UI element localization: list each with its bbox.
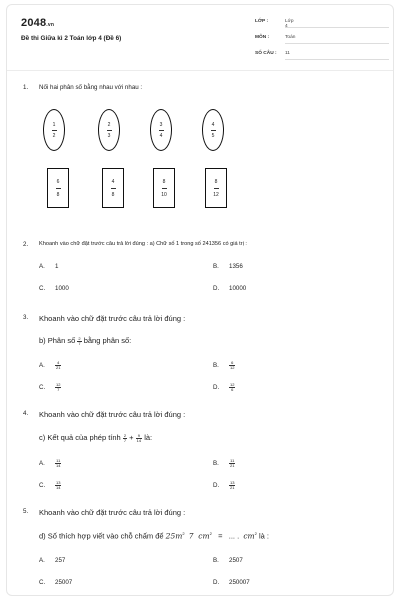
numerator: 6 (56, 179, 60, 185)
question-text: Nối hai phân số bằng nhau với nhau : (39, 84, 143, 91)
logo-suffix: .vn (46, 22, 55, 28)
denominator: 14 (56, 485, 61, 490)
denominator: 4 (159, 133, 163, 139)
math-expression: 7 cm (188, 531, 210, 541)
denominator: 5 (211, 133, 215, 139)
sub-question (39, 336, 131, 346)
option-a[interactable] (39, 557, 65, 564)
denominator: 8 (111, 192, 115, 198)
option-label: C. (39, 384, 46, 392)
denominator: 21 (230, 485, 235, 490)
option-b[interactable] (213, 459, 235, 468)
divider (285, 59, 389, 60)
option-d[interactable] (213, 481, 235, 490)
numerator: 2 (107, 122, 111, 128)
option-label: C. (39, 285, 46, 292)
unit: cm (243, 531, 255, 541)
fraction (55, 383, 61, 392)
option-c[interactable] (39, 481, 61, 490)
exponent: 2 (209, 531, 212, 536)
numerator: 12 (230, 382, 235, 387)
numerator: 4 (211, 122, 215, 128)
question-number: 1. (23, 84, 29, 91)
numerator: 3 (159, 122, 163, 128)
fraction-bar (56, 188, 61, 189)
question-text: Khoanh vào chữ đặt trước câu trả lời đúng : (39, 410, 186, 419)
numerator: 11 (56, 458, 61, 463)
option-label: D. (213, 579, 220, 586)
option-label: B. (213, 362, 219, 370)
option-label: C. (39, 482, 46, 490)
option-a[interactable] (39, 263, 58, 270)
fraction (77, 337, 81, 346)
numerator: 9 (136, 434, 142, 439)
rect-fraction[interactable] (153, 168, 175, 208)
option-d[interactable] (213, 579, 250, 586)
option-b[interactable] (213, 361, 235, 370)
numerator: 4 (55, 361, 61, 366)
option-value: 250007 (229, 579, 250, 586)
exam-title: Đề thi Giữa kì 2 Toán lớp 4 (Đề 6) (21, 35, 122, 42)
numerator: 13 (230, 480, 235, 485)
denominator: 2 (52, 133, 56, 139)
numerator: 1 (52, 122, 56, 128)
option-a[interactable] (39, 459, 61, 468)
denominator: 14 (136, 437, 142, 443)
fraction-bar (162, 188, 167, 189)
numerator: 2 (123, 432, 127, 438)
option-d[interactable] (213, 285, 246, 292)
option-label: D. (213, 285, 220, 292)
blank-dots: ... . (228, 531, 240, 541)
sub-text: c) Kết quả của phép tính (39, 433, 121, 442)
exponent: 2 (182, 531, 185, 536)
question-number: 2. (23, 241, 29, 248)
fraction-bar (107, 130, 112, 131)
option-d[interactable] (213, 383, 235, 392)
option-value: 25007 (55, 579, 73, 586)
denominator: 12 (213, 192, 219, 198)
sub-text: d) Số thích hợp viết vào chỗ chấm để (39, 531, 164, 541)
option-label: B. (213, 460, 219, 468)
exam-header (7, 5, 393, 71)
numerator: 4 (111, 179, 115, 185)
meta-value: Toán (285, 35, 296, 40)
fraction-bar (214, 188, 219, 189)
option-value: 2507 (229, 557, 243, 564)
sub-text: là: (144, 433, 153, 442)
option-value: 10000 (229, 285, 247, 292)
oval-fraction[interactable] (43, 109, 65, 151)
question-text: Khoanh vào chữ đặt trước câu trả lời đúng : (39, 508, 186, 517)
question-text: Khoanh vào chữ đặt trước câu trả lời đúng : (39, 314, 186, 323)
meta-key: LỚP : (255, 19, 269, 24)
option-label: B. (213, 557, 219, 564)
rect-fraction[interactable] (205, 168, 227, 208)
numerator: 6 (229, 361, 235, 366)
numerator: 11 (230, 458, 235, 463)
denominator: 7 (78, 340, 81, 346)
sub-text: b) Phân số (39, 336, 76, 345)
denominator: 6 (231, 387, 234, 392)
numerator: 2 (78, 335, 81, 341)
fraction (229, 361, 235, 370)
question-number: 4. (23, 410, 29, 417)
option-label: C. (39, 579, 46, 586)
sub-question (39, 531, 269, 541)
meta-value: Lớp 4 (285, 19, 294, 29)
option-c[interactable] (39, 285, 69, 292)
fraction (55, 481, 61, 490)
sub-text: bằng phân số: (83, 336, 132, 345)
fraction-bar (52, 130, 57, 131)
numerator: 8 (162, 179, 166, 185)
fraction-bar (111, 188, 116, 189)
oval-fraction[interactable] (98, 109, 120, 151)
fraction (229, 383, 235, 392)
meta-value: 11 (285, 51, 290, 56)
option-value: 1 (55, 263, 59, 270)
fraction (123, 434, 127, 443)
numerator: 12 (56, 382, 61, 387)
rect-fraction[interactable] (47, 168, 69, 208)
denominator: 14 (56, 463, 61, 468)
fraction (136, 434, 142, 443)
option-label: A. (39, 460, 45, 468)
denominator: 8 (56, 192, 60, 198)
meta-key: MÔN : (255, 35, 270, 40)
denominator: 21 (230, 463, 235, 468)
exponent: 2 (254, 531, 257, 536)
option-label: A. (39, 557, 45, 564)
option-value: 1000 (55, 285, 69, 292)
numerator: 8 (214, 179, 218, 185)
fraction (55, 361, 61, 370)
fraction-bar (159, 130, 164, 131)
divider (285, 27, 389, 28)
option-a[interactable] (39, 361, 61, 370)
option-value: 1356 (229, 263, 243, 270)
oval-fraction[interactable] (150, 109, 172, 151)
option-label: A. (39, 362, 45, 370)
question-number: 3. (23, 314, 29, 321)
equals-sign: = (218, 531, 223, 541)
exam-page (6, 4, 394, 596)
sub-text: là : (258, 531, 269, 541)
denominator: 3 (107, 133, 111, 139)
meta-key: SỐ CÂU : (255, 51, 277, 56)
option-b[interactable] (213, 263, 243, 270)
denominator: 7 (123, 437, 127, 443)
option-label: B. (213, 263, 219, 270)
option-c[interactable] (39, 383, 61, 392)
fraction (229, 459, 235, 468)
option-c[interactable] (39, 579, 72, 586)
fraction-bar (211, 130, 216, 131)
denominator: 21 (56, 365, 61, 370)
numerator: 13 (56, 480, 61, 485)
question-text: Khoanh vào chữ đặt trước câu trả lời đúng : a) Chữ số 1 trong số 241356 có giá trị : (39, 241, 247, 247)
option-label: D. (213, 384, 220, 392)
option-label: D. (213, 482, 220, 490)
sub-question (39, 433, 152, 443)
option-value: 257 (55, 557, 66, 564)
oval-fraction[interactable] (202, 109, 224, 151)
divider (285, 43, 389, 44)
question-number: 5. (23, 508, 29, 515)
math-expression: 25m (165, 531, 183, 541)
logo-text: 2048 (21, 17, 47, 29)
site-logo[interactable] (21, 17, 54, 29)
rect-fraction[interactable] (102, 168, 124, 208)
denominator: 7 (57, 387, 60, 392)
fraction (229, 481, 235, 490)
option-b[interactable] (213, 557, 243, 564)
fraction (55, 459, 61, 468)
denominator: 10 (161, 192, 167, 198)
plus-sign: + (129, 433, 134, 442)
option-label: A. (39, 263, 45, 270)
denominator: 12 (230, 365, 235, 370)
